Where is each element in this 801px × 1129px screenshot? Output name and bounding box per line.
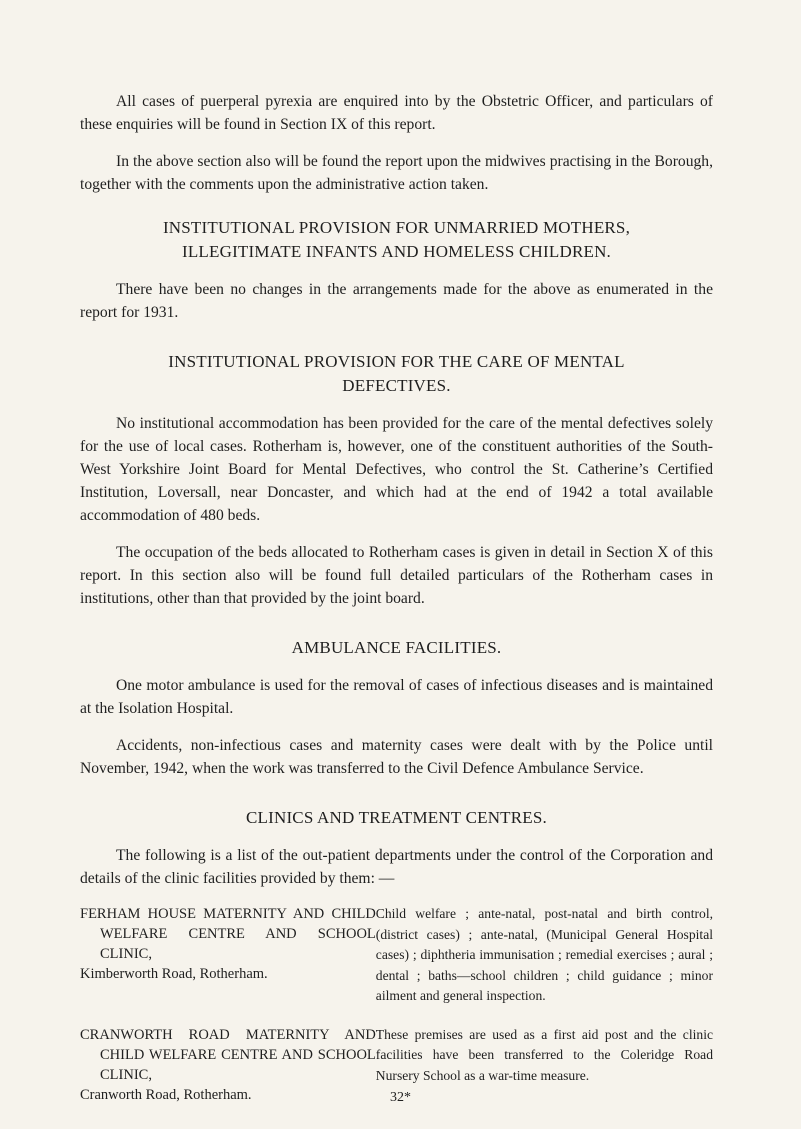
section4-paragraph: The following is a list of the out-patient departments under the control of the Corporation and details of the clinic facilities provided by them: — bbox=[80, 847, 713, 887]
clinic-entry-ferham bbox=[80, 904, 713, 1007]
section-heading-unmarried-mothers bbox=[80, 216, 713, 264]
clinic-details: These premises are used as a first aid post and the clinic facilities have been transferred to the Coleridge Road Nursery School as a war-time measure. bbox=[375, 1026, 713, 1083]
section3-paragraph-1: One motor ambulance is used for the removal of cases of infectious diseases and is maintained at the Isolation Hospital. bbox=[80, 677, 713, 717]
heading-line: INSTITUTIONAL PROVISION FOR THE CARE OF MENTAL bbox=[168, 352, 625, 371]
section-heading-clinics: CLINICS AND TREATMENT CENTRES. bbox=[245, 808, 547, 827]
intro-paragraph-2: In the above section also will be found the report upon the midwives practising in the Borough, together with the comments upon the administrative action taken. bbox=[80, 153, 713, 193]
heading-line: DEFECTIVES. bbox=[342, 376, 451, 395]
clinic-address: Kimberworth Road, Rotherham. bbox=[80, 966, 268, 982]
clinic-details: Child welfare ; ante-natal, post-natal and birth control, (district cases) ; ante-natal, (Municipal General Hospital cases) ; diphtheria immunisation ; remedial exercises ; aural ; dental ; baths—school children ; child guidance ; minor ailment and general inspection. bbox=[375, 906, 713, 1003]
clinic-name-block bbox=[80, 904, 376, 1007]
section1-paragraph: There have been no changes in the arrangements made for the above as enumerated in the report for 1931. bbox=[80, 281, 713, 321]
page-number: 32* bbox=[390, 1090, 411, 1105]
intro-paragraph-1: All cases of puerperal pyrexia are enquired into by the Obstetric Officer, and particulars of these enquiries will be found in Section IX of this report. bbox=[80, 93, 713, 133]
section2-paragraph-1: No institutional accommodation has been provided for the care of the mental defectives solely for the use of local cases. Rotherham is, however, one of the constituent authorities of the South-West Yorkshire Joint Board for Mental Defectives, who control the St. Catherine’s Certified Institution, Loversall, near Doncaster, and which had at the end of 1942 a total available accommodation of 480 beds. bbox=[80, 415, 713, 524]
section-heading-mental-defectives bbox=[80, 350, 713, 398]
clinic-name: CRANWORTH ROAD MATERNITY AND CHILD WELFARE CENTRE AND SCHOOL CLINIC, bbox=[80, 1026, 376, 1083]
section-heading-ambulance: AMBULANCE FACILITIES. bbox=[291, 638, 502, 657]
section3-paragraph-2: Accidents, non-infectious cases and maternity cases were dealt with by the Police until November, 1942, when the work was transferred to the Civil Defence Ambulance Service. bbox=[80, 737, 713, 777]
heading-line: ILLEGITIMATE INFANTS AND HOMELESS CHILDREN. bbox=[181, 242, 611, 261]
clinic-name: FERHAM HOUSE MATERNITY AND CHILD WELFARE CENTRE AND SCHOOL CLINIC, bbox=[80, 906, 376, 962]
heading-line: INSTITUTIONAL PROVISION FOR UNMARRIED MOTHERS, bbox=[162, 218, 631, 237]
clinic-address: Cranworth Road, Rotherham. bbox=[80, 1086, 252, 1103]
section2-paragraph-2: The occupation of the beds allocated to Rotherham cases is given in detail in Section X of this report. In this section also will be found full detailed particulars of the Rotherham cases in institutions, other than that provided by the joint board. bbox=[80, 544, 713, 607]
